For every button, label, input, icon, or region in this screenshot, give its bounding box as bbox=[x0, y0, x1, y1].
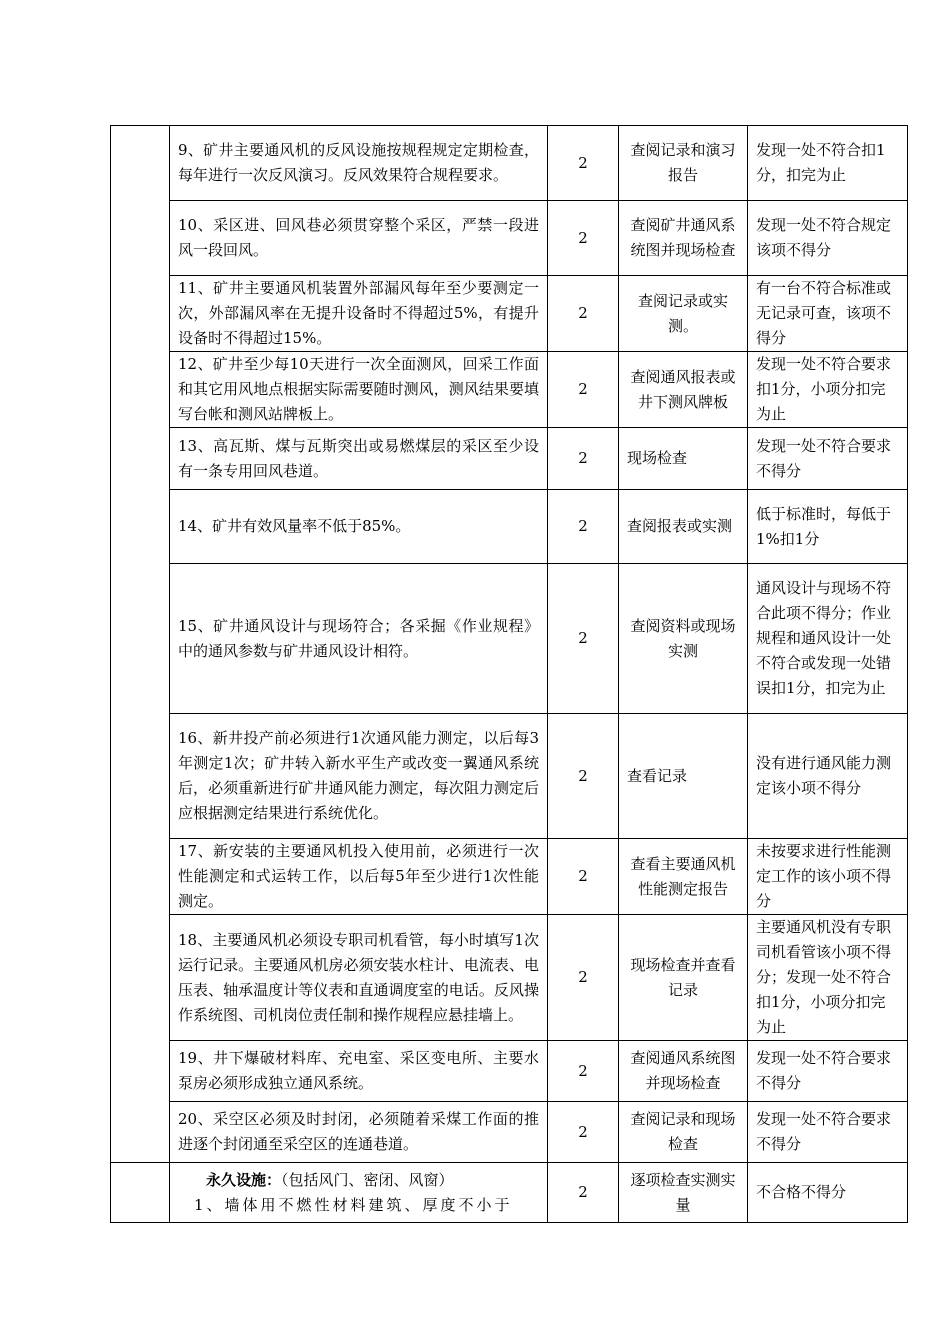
table-row bbox=[111, 1102, 908, 1163]
criteria-cell: 发现一处不符合规定该项不得分 bbox=[748, 201, 908, 276]
item-cell: 20、采空区必须及时封闭，必须随着采煤工作面的推进逐个封闭通至采空区的连通巷道。 bbox=[170, 1102, 548, 1163]
item-cell: 18、主要通风机必须设专职司机看管，每小时填写1次运行记录。主要通风机房必须安装水柱计、电流表、电压表、轴承温度计等仪表和直通调度室的电话。反风操作系统图、司机岗位责任制和操作规程应悬挂墙上。 bbox=[170, 915, 548, 1041]
item-cell: 19、井下爆破材料库、充电室、采区变电所、主要水泵房必须形成独立通风系统。 bbox=[170, 1041, 548, 1102]
item-cell: 12、矿井至少每10天进行一次全面测风，回采工作面和其它用风地点根据实际需要随时测风，测风结果要填写台帐和测风站牌板上。 bbox=[170, 352, 548, 428]
method-cell: 查看记录 bbox=[619, 714, 748, 839]
table-row-permanent-facilities bbox=[111, 1163, 908, 1223]
criteria-cell: 发现一处不符合要求不得分 bbox=[748, 1041, 908, 1102]
table-row bbox=[111, 352, 908, 428]
item-cell: 11、矿井主要通风机装置外部漏风每年至少要测定一次，外部漏风率在无提升设备时不得超过5%，有提升设备时不得超过15%。 bbox=[170, 276, 548, 352]
table-row bbox=[111, 428, 908, 490]
method-cell: 查阅资料或现场实测 bbox=[619, 564, 748, 714]
item-cell: 14、矿井有效风量率不低于85%。 bbox=[170, 490, 548, 564]
section-heading-note: （包括风门、密闭、风窗） bbox=[281, 1170, 454, 1189]
section-heading-line bbox=[194, 1168, 539, 1193]
item-cell: 16、新井投产前必须进行1次通风能力测定，以后每3年测定1次；矿井转入新水平生产或改变一翼通风系统后，必须重新进行矿井通风能力测定，每次阻力测定后应根据测定结果进行系统优化。 bbox=[170, 714, 548, 839]
criteria-cell: 发现一处不符合要求不得分 bbox=[748, 1102, 908, 1163]
category-cell bbox=[111, 126, 170, 1163]
score-cell: 2 bbox=[548, 714, 619, 839]
method-cell: 查阅记录和现场检查 bbox=[619, 1102, 748, 1163]
criteria-cell: 不合格不得分 bbox=[748, 1163, 908, 1223]
table-row bbox=[111, 564, 908, 714]
item-cell: 9、矿井主要通风机的反风设施按规程规定定期检查，每年进行一次反风演习。反风效果符合规程要求。 bbox=[170, 126, 548, 201]
criteria-cell: 发现一处不符合要求扣1分，小项分扣完为止 bbox=[748, 352, 908, 428]
score-cell: 2 bbox=[548, 352, 619, 428]
method-cell: 查阅记录或实测。 bbox=[619, 276, 748, 352]
score-cell: 2 bbox=[548, 490, 619, 564]
score-cell: 2 bbox=[548, 126, 619, 201]
item-cell: 15、矿井通风设计与现场符合；各采掘《作业规程》中的通风参数与矿井通风设计相符。 bbox=[170, 564, 548, 714]
item-cell bbox=[170, 1163, 548, 1223]
score-cell: 2 bbox=[548, 428, 619, 490]
table-row bbox=[111, 714, 908, 839]
table-row bbox=[111, 1041, 908, 1102]
item-cell: 13、高瓦斯、煤与瓦斯突出或易燃煤层的采区至少设有一条专用回风巷道。 bbox=[170, 428, 548, 490]
criteria-cell: 没有进行通风能力测定该小项不得分 bbox=[748, 714, 908, 839]
method-cell: 查阅报表或实测 bbox=[619, 490, 748, 564]
table-row bbox=[111, 201, 908, 276]
method-cell: 现场检查并查看记录 bbox=[619, 915, 748, 1041]
score-cell: 2 bbox=[548, 201, 619, 276]
method-cell: 查阅矿井通风系统图并现场检查 bbox=[619, 201, 748, 276]
score-cell: 2 bbox=[548, 276, 619, 352]
item-text: 1、墙体用不燃性材料建筑、厚度不小于 bbox=[194, 1195, 513, 1214]
criteria-cell: 通风设计与现场不符合此项不得分；作业规程和通风设计一处不符合或发现一处错误扣1分，扣完为止 bbox=[748, 564, 908, 714]
table-row bbox=[111, 276, 908, 352]
method-cell: 逐项检查实测实量 bbox=[619, 1163, 748, 1223]
table-row bbox=[111, 126, 908, 201]
criteria-cell: 发现一处不符合要求不得分 bbox=[748, 428, 908, 490]
method-cell: 查阅通风系统图并现场检查 bbox=[619, 1041, 748, 1102]
item-cell: 17、新安装的主要通风机投入使用前，必须进行一次性能测定和式运转工作，以后每5年至少进行1次性能测定。 bbox=[170, 839, 548, 915]
method-cell: 现场检查 bbox=[619, 428, 748, 490]
score-cell: 2 bbox=[548, 564, 619, 714]
item-cell: 10、采区进、回风巷必须贯穿整个采区，严禁一段进风一段回风。 bbox=[170, 201, 548, 276]
criteria-cell: 有一台不符合标准或无记录可查，该项不得分 bbox=[748, 276, 908, 352]
criteria-cell: 发现一处不符合扣1分，扣完为止 bbox=[748, 126, 908, 201]
score-cell: 2 bbox=[548, 1102, 619, 1163]
score-cell: 2 bbox=[548, 1041, 619, 1102]
section-heading: 永久设施： bbox=[206, 1170, 282, 1189]
method-cell: 查阅记录和演习报告 bbox=[619, 126, 748, 201]
score-cell: 2 bbox=[548, 839, 619, 915]
table-row bbox=[111, 490, 908, 564]
score-cell: 2 bbox=[548, 1163, 619, 1223]
method-cell: 查看主要通风机性能测定报告 bbox=[619, 839, 748, 915]
inspection-table bbox=[110, 125, 908, 1223]
criteria-cell: 主要通风机没有专职司机看管该小项不得分；发现一处不符合扣1分，小项分扣完为止 bbox=[748, 915, 908, 1041]
criteria-cell: 低于标准时，每低于1%扣1分 bbox=[748, 490, 908, 564]
table-row bbox=[111, 839, 908, 915]
category-cell bbox=[111, 1163, 170, 1223]
score-cell: 2 bbox=[548, 915, 619, 1041]
criteria-cell: 未按要求进行性能测定工作的该小项不得分 bbox=[748, 839, 908, 915]
method-cell: 查阅通风报表或井下测风牌板 bbox=[619, 352, 748, 428]
table-row bbox=[111, 915, 908, 1041]
